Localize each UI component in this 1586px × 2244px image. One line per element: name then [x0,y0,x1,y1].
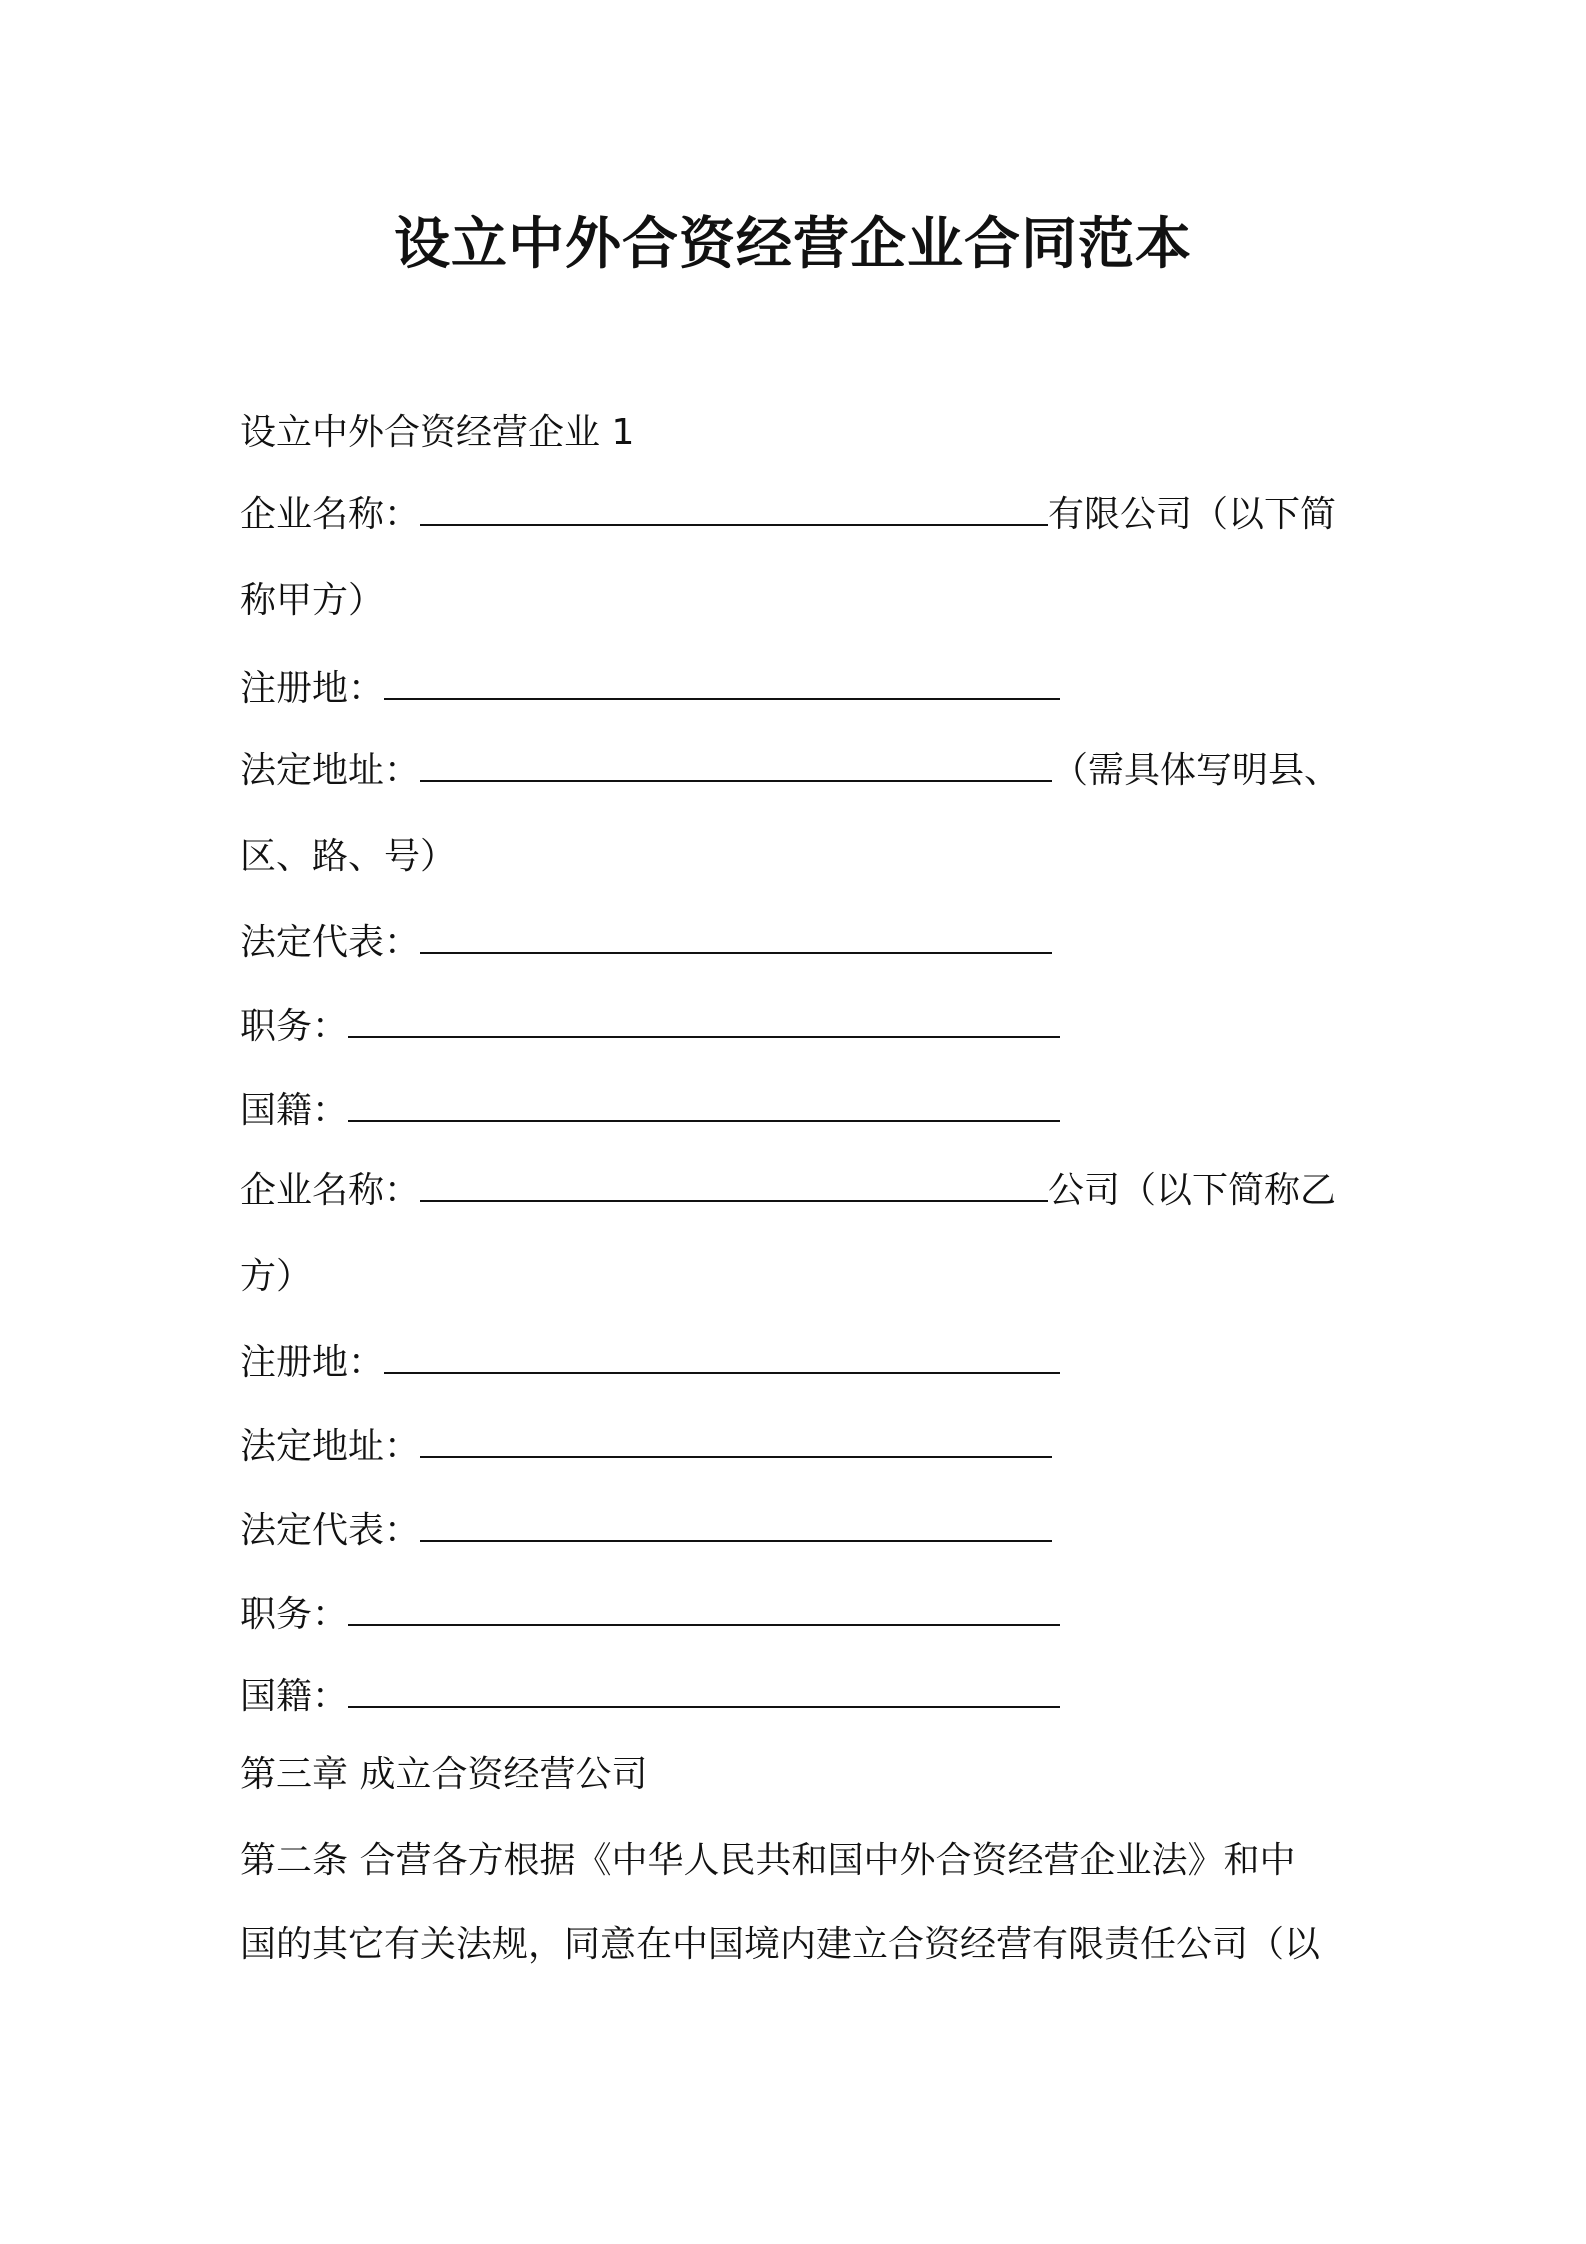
party-b-rep-label: 法定代表： [240,1510,421,1551]
party-a-reg-blank[interactable] [384,664,1060,700]
document-title: 设立中外合资经营企业合同范本 [394,212,1192,277]
party-b-name-suffix: 公司（以下简称乙 [1048,1170,1337,1211]
party-a-title-label: 职务： [240,1006,349,1047]
party-a-name-suffix: 有限公司（以下简 [1048,494,1337,535]
party-a-title-row [240,1002,1060,1052]
party-b-rep-row [240,1506,1052,1556]
party-b-nation-label: 国籍： [240,1676,349,1717]
party-b-name-suffix-wrap: 方） [240,1256,313,1297]
party-a-name-label: 企业名称： [240,494,421,535]
party-a-addr-suffix: （需具体写明县、 [1052,750,1341,791]
party-b-rep-blank[interactable] [420,1506,1052,1542]
party-b-addr-blank[interactable] [420,1422,1052,1458]
party-a-name-suffix-wrap: 称甲方） [240,580,385,621]
party-a-addr-row [240,746,1340,796]
party-a-rep-label: 法定代表： [240,922,421,963]
article-line-2: 国的其它有关法规，同意在中国境内建立合资经营有限责任公司（以 [240,1924,1321,1965]
party-a-nation-blank[interactable] [348,1086,1060,1122]
party-b-name-label: 企业名称： [240,1170,421,1211]
party-a-reg-row [240,664,1060,714]
party-b-addr-row [240,1422,1052,1472]
party-b-reg-blank[interactable] [384,1338,1060,1374]
party-a-addr-label: 法定地址： [240,750,421,791]
party-a-name-blank[interactable] [420,490,1048,526]
party-a-nation-label: 国籍： [240,1090,349,1131]
party-b-addr-label: 法定地址： [240,1426,421,1467]
party-a-nation-row [240,1086,1060,1136]
section-heading: 设立中外合资经营企业 1 [240,412,635,453]
party-a-title-blank[interactable] [348,1002,1060,1038]
party-b-reg-row [240,1338,1060,1388]
party-b-title-row [240,1590,1060,1640]
chapter-heading: 第三章 成立合资经营公司 [240,1754,648,1795]
party-a-addr-blank[interactable] [420,746,1052,782]
party-a-rep-blank[interactable] [420,918,1052,954]
party-b-nation-row [240,1672,1060,1722]
party-a-name-row [240,490,1336,540]
article-line-1: 第二条 合营各方根据《中华人民共和国中外合资经营企业法》和中 [240,1840,1296,1881]
party-a-reg-label: 注册地： [240,668,385,709]
party-b-nation-blank[interactable] [348,1672,1060,1708]
party-b-name-blank[interactable] [420,1166,1048,1202]
party-b-reg-label: 注册地： [240,1342,385,1383]
party-b-title-label: 职务： [240,1594,349,1635]
party-b-title-blank[interactable] [348,1590,1060,1626]
party-a-addr-suffix-wrap: 区、路、号） [240,836,457,877]
party-a-rep-row [240,918,1052,968]
party-b-name-row [240,1166,1336,1216]
